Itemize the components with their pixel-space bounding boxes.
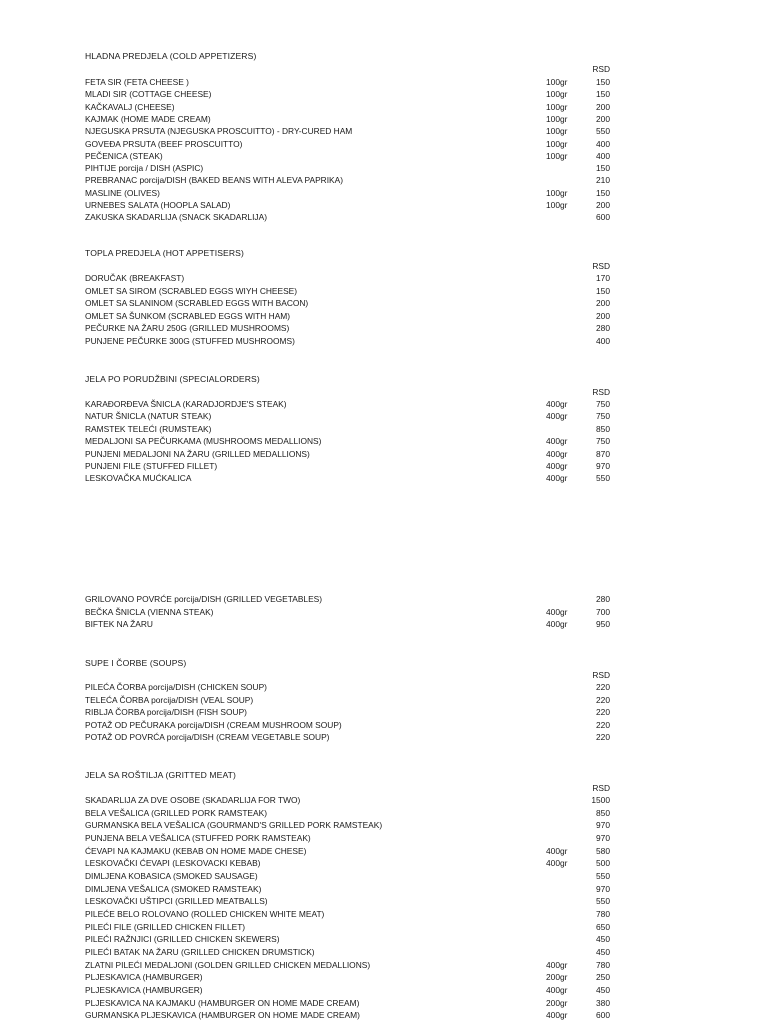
item-name: GURMANSKA PLJESKAVICA (HAMBURGER ON HOME MADE CREAM) <box>85 1010 360 1021</box>
item-name: POTAŽ OD PEČURAKA porcija/DISH (CREAM MUSHROOM SOUP) <box>85 719 342 730</box>
item-quantity: 200gr <box>546 997 568 1008</box>
item-price: 200 <box>596 200 610 210</box>
menu-item <box>0 997 768 1009</box>
item-price: 850 <box>596 423 610 434</box>
item-quantity: 400gr <box>546 619 568 629</box>
menu-item <box>0 883 768 895</box>
menu-item <box>0 410 768 422</box>
item-price: 870 <box>596 448 610 459</box>
item-name: LESKOVAČKA MUĆKALICA <box>85 473 192 484</box>
menu-item <box>0 606 768 618</box>
item-price: 780 <box>596 908 610 919</box>
item-price: 550 <box>596 896 610 907</box>
item-name: PEČENICA (STEAK) <box>85 150 163 161</box>
item-price: 970 <box>596 883 610 894</box>
item-price: 600 <box>596 212 610 223</box>
currency-header: RSD <box>592 64 610 74</box>
menu-item <box>0 435 768 447</box>
item-quantity: 400gr <box>546 436 568 447</box>
item-name: MEDALJONI SA PEČURKAMA (MUSHROOMS MEDALLIONS) <box>85 436 322 447</box>
item-name: MLADI SIR (COTTAGE CHEESE) <box>85 89 212 100</box>
menu-item <box>0 174 768 186</box>
item-price: 750 <box>596 436 610 447</box>
item-price: 780 <box>596 959 610 970</box>
item-quantity: 100gr <box>546 89 568 100</box>
item-name: PIHTIJE porcija / DISH (ASPIC) <box>85 163 204 174</box>
item-quantity: 100gr <box>546 77 568 87</box>
item-price: 250 <box>596 972 610 983</box>
item-price: 580 <box>596 845 610 856</box>
item-quantity: 200gr <box>546 972 568 983</box>
section-title: JELA SA ROŠTILJA (GRITTED MEAT) <box>85 770 236 780</box>
menu-item <box>0 423 768 435</box>
menu-item <box>0 681 768 693</box>
item-price: 220 <box>596 682 610 692</box>
item-name: SKADARLIJA ZA DVE OSOBE (SKADARLIJA FOR TWO) <box>85 795 301 805</box>
item-name: ZAKUSKA SKADARLIJA (SNACK SKADARLIJA) <box>85 212 267 223</box>
item-quantity: 400gr <box>546 461 568 471</box>
item-name: PUNJENA BELA VEŠALICA (STUFFED PORK RAMSTEAK) <box>85 833 311 843</box>
item-price: 650 <box>596 921 610 932</box>
item-price: 1500 <box>591 795 610 805</box>
item-name: GURMANSKA BELA VEŠALICA (GOURMAND'S GRILLED PORK RAMSTEAK) <box>85 820 383 831</box>
item-name: PUNJENI FILE (STUFFED FILLET) <box>85 461 218 471</box>
item-quantity: 400gr <box>546 399 568 409</box>
menu-item <box>0 76 768 88</box>
menu-item <box>0 819 768 831</box>
menu-item <box>0 706 768 718</box>
menu-item <box>0 832 768 844</box>
menu-item <box>0 946 768 958</box>
menu-item <box>0 593 768 605</box>
menu-item <box>0 933 768 945</box>
item-name: PREBRANAC porcija/DISH (BAKED BEANS WITH ALEVA PAPRIKA) <box>85 175 343 186</box>
item-name: RIBLJA ČORBA porcija/DISH (FISH SOUP) <box>85 707 247 717</box>
menu-item <box>0 1009 768 1021</box>
item-quantity: 100gr <box>546 101 568 112</box>
item-price: 220 <box>596 719 610 730</box>
menu-item <box>0 101 768 113</box>
menu-item <box>0 971 768 983</box>
menu-item <box>0 310 768 322</box>
item-name: TELEĆA ČORBA porcija/DISH (VEAL SOUP) <box>85 694 254 705</box>
item-name: KAČKAVALJ (CHEESE) <box>85 101 175 112</box>
item-price: 750 <box>596 411 610 422</box>
menu-item <box>0 199 768 211</box>
item-name: DORUČAK (BREAKFAST) <box>85 273 185 283</box>
menu-item <box>0 895 768 907</box>
menu-item <box>0 398 768 410</box>
menu-item <box>0 138 768 150</box>
item-quantity: 400gr <box>546 845 568 856</box>
item-name: OMLET SA SIROM (SCRABLED EGGS WIYH CHEESE) <box>85 285 298 296</box>
item-price: 750 <box>596 399 610 409</box>
menu-item <box>0 125 768 137</box>
item-name: PILEĆI BATAK NA ŽARU (GRILLED CHICKEN DRUMSTICK) <box>85 946 315 957</box>
menu-item <box>0 448 768 460</box>
item-quantity: 400gr <box>546 1010 568 1021</box>
menu-item <box>0 460 768 472</box>
item-quantity: 100gr <box>546 187 568 198</box>
item-quantity: 400gr <box>546 858 568 869</box>
menu-item <box>0 870 768 882</box>
item-price: 400 <box>596 138 610 149</box>
item-name: PILEĆI RAŽNJICI (GRILLED CHICKEN SKEWERS) <box>85 934 280 945</box>
item-name: FETA SIR (FETA CHEESE ) <box>85 77 189 87</box>
item-name: BEČKA ŠNICLA (VIENNA STEAK) <box>85 606 214 617</box>
item-price: 150 <box>596 163 610 174</box>
item-name: PILEĆI FILE (GRILLED CHICKEN FILLET) <box>85 921 246 932</box>
item-price: 400 <box>596 336 610 346</box>
item-name: KARAĐORĐEVA ŠNICLA (KARADJORDJE'S STEAK) <box>85 399 287 409</box>
item-price: 210 <box>596 175 610 186</box>
item-quantity: 400gr <box>546 473 568 484</box>
item-quantity: 400gr <box>546 411 568 422</box>
item-price: 150 <box>596 187 610 198</box>
currency-header: RSD <box>592 670 610 680</box>
menu-item <box>0 335 768 347</box>
item-price: 970 <box>596 461 610 471</box>
item-name: ĆEVAPI NA KAJMAKU (KEBAB ON HOME MADE CHESE) <box>85 845 307 856</box>
menu-item <box>0 187 768 199</box>
menu-item <box>0 150 768 162</box>
menu-item <box>0 322 768 334</box>
item-quantity: 100gr <box>546 126 568 137</box>
item-price: 400 <box>596 150 610 161</box>
item-name: URNEBES SALATA (HOOPLA SALAD) <box>85 200 231 210</box>
item-name: PUNJENI MEDALJONI NA ŽARU (GRILLED MEDALLIONS) <box>85 448 310 459</box>
item-name: RAMSTEK TELEĆI (RUMSTEAK) <box>85 423 212 434</box>
item-price: 500 <box>596 858 610 869</box>
item-name: ZLATNI PILEĆI MEDALJONI (GOLDEN GRILLED CHICKEN MEDALLIONS) <box>85 959 371 970</box>
item-name: PILEĆE BELO ROLOVANO (ROLLED CHICKEN WHITE MEAT) <box>85 908 325 919</box>
item-price: 220 <box>596 732 610 742</box>
menu-item <box>0 297 768 309</box>
item-name: LESKOVAČKI UŠTIPCI (GRILLED MEATBALLS) <box>85 896 268 907</box>
section-title: TOPLA PREDJELA (HOT APPETISERS) <box>85 248 244 258</box>
item-price: 200 <box>596 298 610 309</box>
section-title: HLADNA PREDJELA (COLD APPETIZERS) <box>85 51 257 61</box>
menu-item <box>0 719 768 731</box>
item-price: 700 <box>596 606 610 617</box>
item-name: NJEGUSKA PRSUTA (NJEGUSKA PROSCUITTO) - DRY-CURED HAM <box>85 126 353 137</box>
item-name: OMLET SA SLANINOM (SCRABLED EGGS WITH BACON) <box>85 298 309 309</box>
menu-item <box>0 908 768 920</box>
menu-item <box>0 794 768 806</box>
menu-item <box>0 285 768 297</box>
menu-item <box>0 618 768 630</box>
item-price: 200 <box>596 310 610 321</box>
item-quantity: 400gr <box>546 448 568 459</box>
item-name: GRILOVANO POVRĆE porcija/DISH (GRILLED VEGETABLES) <box>85 594 323 604</box>
item-name: LESKOVAČKI ĆEVAPI (LESKOVACKI KEBAB) <box>85 858 261 869</box>
item-name: DIMLJENA VEŠALICA (SMOKED RAMSTEAK) <box>85 883 262 894</box>
menu-item <box>0 694 768 706</box>
item-name: GOVEĐA PRSUTA (BEEF PROSCUITTO) <box>85 138 243 149</box>
menu-item <box>0 88 768 100</box>
item-name: POTAŽ OD POVRĆA porcija/DISH (CREAM VEGETABLE SOUP) <box>85 732 330 742</box>
item-price: 450 <box>596 984 610 995</box>
currency-header: RSD <box>592 783 610 793</box>
item-price: 550 <box>596 871 610 881</box>
currency-header: RSD <box>592 387 610 397</box>
item-price: 600 <box>596 1010 610 1021</box>
item-price: 200 <box>596 113 610 124</box>
menu-item <box>0 984 768 996</box>
menu-item <box>0 211 768 223</box>
item-name: BIFTEK NA ŽARU <box>85 619 153 629</box>
menu-item <box>0 845 768 857</box>
item-quantity: 400gr <box>546 959 568 970</box>
section-title: SUPE I ČORBE (SOUPS) <box>85 658 187 668</box>
item-name: MASLINE (OLIVES) <box>85 187 160 198</box>
item-price: 170 <box>596 273 610 283</box>
item-name: PILEĆA ČORBA porcija/DISH (CHICKEN SOUP) <box>85 682 267 692</box>
item-name: PLJESKAVICA (HAMBURGER) <box>85 972 203 983</box>
item-price: 450 <box>596 934 610 945</box>
item-name: KAJMAK (HOME MADE CREAM) <box>85 113 211 124</box>
item-price: 450 <box>596 946 610 957</box>
item-quantity: 100gr <box>546 138 568 149</box>
menu-item <box>0 472 768 484</box>
item-price: 970 <box>596 833 610 843</box>
menu-item <box>0 807 768 819</box>
currency-header: RSD <box>592 261 610 271</box>
menu-item <box>0 921 768 933</box>
item-price: 380 <box>596 997 610 1008</box>
menu-item <box>0 113 768 125</box>
item-quantity: 400gr <box>546 984 568 995</box>
item-price: 950 <box>596 619 610 629</box>
item-quantity: 100gr <box>546 150 568 161</box>
item-price: 970 <box>596 820 610 831</box>
item-name: OMLET SA ŠUNKOM (SCRABLED EGGS WITH HAM) <box>85 310 291 321</box>
item-name: PLJESKAVICA NA KAJMAKU (HAMBURGER ON HOME MADE CREAM) <box>85 997 360 1008</box>
item-price: 550 <box>596 473 610 484</box>
item-name: DIMLJENA KOBASICA (SMOKED SAUSAGE) <box>85 871 258 881</box>
item-quantity: 400gr <box>546 606 568 617</box>
item-price: 280 <box>596 594 610 604</box>
menu-item <box>0 272 768 284</box>
item-price: 200 <box>596 101 610 112</box>
item-quantity: 100gr <box>546 113 568 124</box>
item-price: 220 <box>596 694 610 705</box>
item-name: BELA VEŠALICA (GRILLED PORK RAMSTEAK) <box>85 807 267 818</box>
item-name: PUNJENE PEČURKE 300G (STUFFED MUSHROOMS) <box>85 336 295 346</box>
menu-item <box>0 731 768 743</box>
item-price: 150 <box>596 77 610 87</box>
item-price: 220 <box>596 707 610 717</box>
item-price: 850 <box>596 807 610 818</box>
item-name: PEČURKE NA ŽARU 250G (GRILLED MUSHROOMS) <box>85 323 290 334</box>
item-name: PLJESKAVICA (HAMBURGER) <box>85 984 203 995</box>
menu-item <box>0 959 768 971</box>
item-quantity: 100gr <box>546 200 568 210</box>
menu-item <box>0 857 768 869</box>
item-name: NATUR ŠNICLA (NATUR STEAK) <box>85 411 212 422</box>
menu-item <box>0 162 768 174</box>
item-price: 550 <box>596 126 610 137</box>
item-price: 150 <box>596 285 610 296</box>
item-price: 150 <box>596 89 610 100</box>
item-price: 280 <box>596 323 610 334</box>
section-title: JELA PO PORUDŽBINI (SPECIALORDERS) <box>85 374 260 384</box>
